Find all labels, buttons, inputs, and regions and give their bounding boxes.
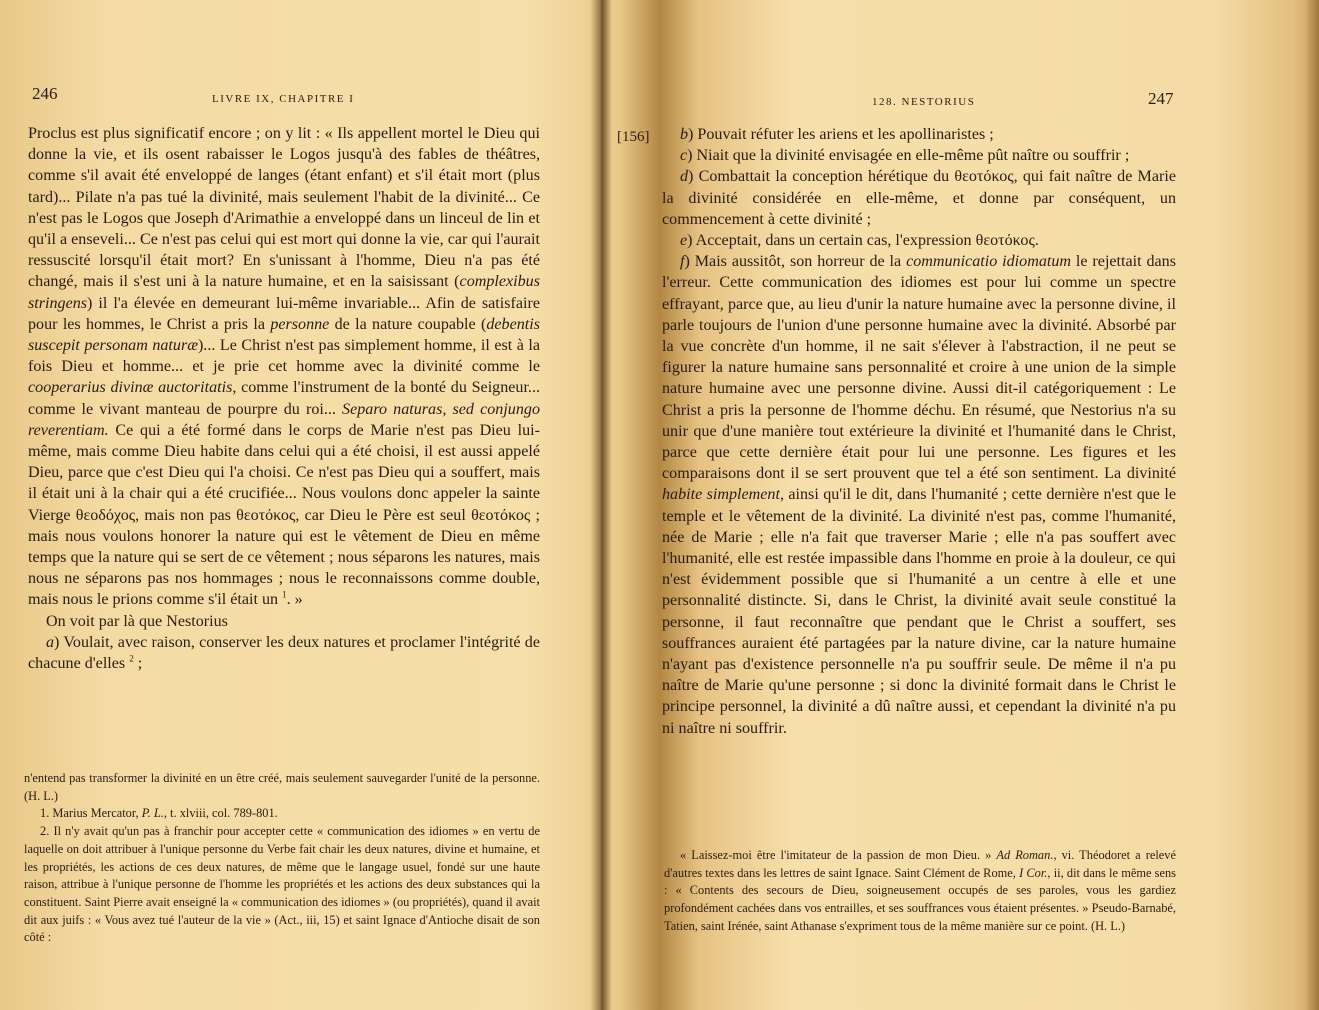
main-text [662, 124, 1176, 739]
left-page [0, 0, 590, 1010]
italic-text: c [680, 147, 688, 165]
right-page [612, 0, 1319, 1010]
italic-text: b [680, 126, 689, 143]
text-run: ) Niait que la divinité envisagée en elle-même pût naître ou souffrir ; [687, 147, 1130, 165]
paragraph [662, 166, 1176, 230]
paragraph [28, 611, 540, 632]
text-run: . » [286, 591, 303, 609]
paragraph [662, 124, 1176, 145]
italic-text: d [680, 168, 689, 186]
footnote [24, 823, 540, 947]
running-head: LIVRE IX, CHAPITRE I [212, 93, 355, 105]
text-run: Proclus est plus significatif encore ; on y lit : « Ils appellent mortel le Dieu qui donne la vie, et ils osent rabaisser le Logos jusqu'à des fables de théâtres, comme s'il avait été enveloppé de langes (étant enfant) et s'il était mort (plus tard)... Pilate n'a pas tué la divinité, mais seulement l'habit de la divinité... Ce n'est pas le Logos que Joseph d'Arimathie a enveloppé dans un linceul de lin et qu'il a enseveli... Ce n'est pas celui qui est mort qui donne la vie, car qui l'aurait ressuscité lorsqu'il était mort? En s'unissant à l'homme, Dieu n'a pas été changé, mais il s'est uni à la nature humaine, et en la saisissant ( [28, 125, 540, 291]
paragraph [662, 145, 1176, 166]
main-text [28, 123, 540, 674]
italic-text: f [680, 253, 685, 271]
paragraph [662, 230, 1176, 251]
footnotes [24, 770, 540, 947]
text-run: ) Voulait, avec raison, conserver les deux natures et proclamer l'intégrité de chacune d'elles [28, 633, 540, 673]
text-run: )... Le Christ n'est pas simplement homme, il est à la fois Dieu et homme... et je prie cet homme avec la divinité comme le [28, 337, 541, 376]
text-run: « Laissez-moi être l'imitateur de la passion de mon Dieu. » [680, 848, 997, 862]
italic-text: Separo naturas, sed conjungo reverentiam. [28, 400, 540, 439]
text-run: On voit par là que Nestorius [46, 612, 228, 630]
margin-page-reference: [156] [617, 129, 650, 145]
footnote [24, 805, 540, 823]
italic-text: Ad Roman. [996, 848, 1054, 862]
italic-text: cooperarius divinæ auctoritatis [28, 379, 233, 397]
text-run: Ce qui a été formé dans le corps de Marie n'est pas Dieu lui-même, mais comme Dieu habite dans celui qui a été choisi, il est aussi appelé Dieu, parce que c'est Dieu qui l'a choisi. Ce n'est pas Dieu qui a souffert, mais il était uni à la chair qui a été crucifiée... Nous voulons donc appeler la sainte Vierge θεοδόχος, mais non pas θεοτόκος, car Dieu le Père est seul θεοτόκος ; mais nous voulons honorer la nature qui est le vêtement de Dieu en même temps que la nature qui se sert de ce vêtement ; nous séparons les natures, mais nous ne séparons pas nos hommages ; nous le reconnaissons comme double, mais nous le prions comme s'il était un [28, 421, 540, 609]
paragraph [28, 632, 540, 674]
footnotes [664, 847, 1176, 936]
paragraph [662, 251, 1176, 739]
italic-text: debentis suscepit personam naturæ [28, 315, 540, 355]
book-gutter [590, 0, 612, 1010]
footnote [664, 847, 1176, 936]
text-run: , t. xlviii, col. 789-801. [163, 806, 278, 821]
text-run: 1. Marius Mercator, [40, 806, 142, 821]
footnote-ref: 2 [129, 653, 134, 664]
text-run: ) il l'a élevée en demeurant lui-même invariable... Afin de satisfaire pour les hommes, le Christ a pris la [28, 294, 540, 333]
italic-text: personne [270, 315, 330, 333]
italic-text: a [46, 633, 55, 651]
footnote-ref: 1 [282, 590, 287, 601]
italic-text: I Cor. [1019, 865, 1048, 880]
italic-text: habite simplement [662, 486, 780, 504]
page-number: 246 [32, 84, 58, 103]
text-run: , vi. Théodoret a relevé d'autres textes dans les lettres de saint Ignace. Saint Clément de Rome, [664, 848, 1177, 880]
text-run: , ii, dit dans le même sens : « Contents des secours de Dieu, soigneusement occupés de ses paroles, vous les gardiez profondément cachées dans vos entrailles, et ses souffrances vous étaient présentes. » Pseudo-Barnabé, Tatien, saint Irénée, saint Athanase s'expriment tous de la même manière sur ce point. (H. L.) [664, 865, 1177, 933]
italic-text: e [680, 232, 688, 250]
text-run: n'entend pas transformer la divinité en un être créé, mais seulement sauvegarder l'unité de la personne. (H. L.) [24, 771, 540, 803]
italic-text: complexibus stringens [28, 273, 540, 312]
running-head: 128. NESTORIUS [872, 96, 976, 108]
text-run: , comme l'instrument de la bonté du Seigneur... comme le vivant manteau de pourpre du roi... [28, 379, 540, 418]
text-run: ; [133, 655, 143, 673]
italic-text: P. L. [141, 806, 164, 821]
text-run: , ainsi qu'il le dit, dans l'humanité ; cette dernière n'est que le temple et le vêtement de la divinité. La divinité n'est pas, comme l'humanité, née de Marie ; elle n'a fait que traverser Marie ; elle n'a pas souffert avec l'humanité, elle est restée impassible dans l'homme en proie à la douleur, ce qui n'est évidemment possible que si l'humanité a un centre à elle et une personnalité distincte. Si, dans le Christ, la divinité avait seule constitué la personne, il faut reconnaître que pendant que le Christ a souffert, ses souffrances auraient été partagées par la nature divine, car la nature humaine n'ayant pas d'existence personnelle n'a pu souffrir seule. De même il n'a pu naître de Marie qu'une personne ; si donc la divinité formait dans le Christ le principe personnel, la divinité a dû naître aussi, et cependant la divinité n'a pu ni naître ni souffrir. [662, 486, 1176, 737]
text-run: de la nature coupable ( [329, 315, 487, 333]
text-run: ) Pouvait réfuter les ariens et les apollinaristes ; [688, 126, 994, 143]
text-run: 2. Il n'y avait qu'un pas à franchir pour accepter cette « communication des idiomes » en vertu de laquelle on doit attribuer à l'unique personne du Verbe fait chair les deux natures, divine et humaine, et les propriétés, les actions de ces deux natures, de même que le langage usuel, fondé sur une haute raison, attribue à l'unique personne de l'homme les propriétés et les actions des deux substances qui la constituent. Saint Pierre avait enseigné la « communication des idiomes » (ou propriétés), quand il avait dit aux juifs : « Vous avez tué l'auteur de la vie » (Act., iii, 15) et saint Ignace d'Antioche disait de son côté : [24, 824, 540, 945]
paragraph [28, 123, 540, 611]
text-run: ) Mais aussitôt, son horreur de la [684, 253, 907, 271]
footnote [24, 770, 540, 805]
italic-text: communicatio idiomatum [906, 253, 1072, 271]
text-run: ) Combattait la conception hérétique du θεοτόκος, qui fait naître de Marie la divinité considérée en elle-même, et donne par conséquent, un commencement à cette divinité ; [662, 168, 1176, 228]
text-run: ) Acceptait, dans un certain cas, l'expression θεοτόκος. [687, 232, 1039, 250]
page-number: 247 [1148, 89, 1174, 108]
text-run: le rejettait dans l'erreur. Cette communication des idiomes est pour lui comme un spectre effrayant, parce que, au lieu d'unir la nature humaine avec la personne divine, il parle toujours de l'union d'une personne humaine avec la divinité. Absorbé par la vue concrète d'un homme, il ne sait s'élever à l'abstraction, il ne peut se figurer la nature humaine sans personnalité et croire à une union de la simple nature humaine avec une personne divine. Aussi dit-il catégoriquement : Le Christ a pris la personne de l'homme déchu. En résumé, que Nestorius n'a su unir que d'une manière tout extérieure la divinité et l'humanité dans le Christ, parce que cette dernière était pour lui une personne. Les figures et les comparaisons dont il se sert prouvent que tel a été son sentiment. La divinité [662, 253, 1176, 483]
